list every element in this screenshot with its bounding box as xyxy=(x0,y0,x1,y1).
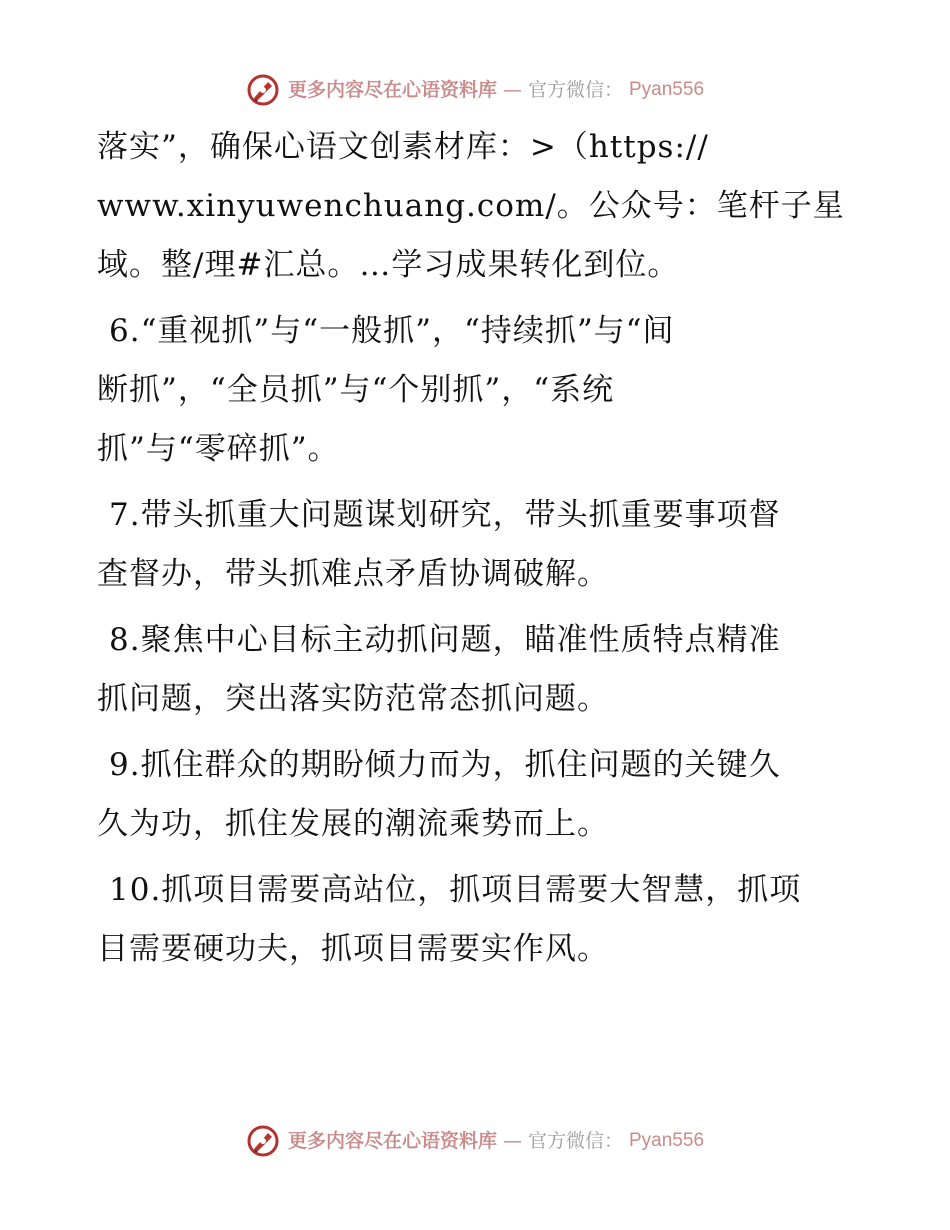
banner-main-text: 更多内容尽在心语资料库 xyxy=(287,79,497,101)
paragraph-item-10 xyxy=(97,861,857,979)
footer-banner xyxy=(0,1124,950,1158)
text-line: 7.带头抓重大问题谋划研究，带头抓重要事项督 xyxy=(109,497,781,533)
banner-wechat-handle: Pyan556 xyxy=(629,79,705,100)
banner-dash: — xyxy=(502,79,522,101)
paragraph-intro xyxy=(97,118,857,295)
header-banner xyxy=(0,73,950,107)
banner-wechat-handle: Pyan556 xyxy=(629,1130,705,1151)
text-line: 8.聚焦中心目标主动抓问题，瞄准性质特点精准 xyxy=(109,622,781,658)
text-line: 久为功，抓住发展的潮流乘势而上。 xyxy=(97,806,609,842)
text-line: 域。整/理#汇总。…学习成果转化到位。 xyxy=(97,247,680,283)
text-line: 查督办，带头抓难点矛盾协调破解。 xyxy=(97,556,609,592)
paragraph-item-6 xyxy=(97,302,857,479)
banner-wechat-label: 官方微信： xyxy=(527,1130,623,1152)
banner-wechat-label: 官方微信： xyxy=(527,79,623,101)
document-body xyxy=(97,118,857,986)
paragraph-item-9 xyxy=(97,736,857,854)
text-line: 目需要硬功夫，抓项目需要实作风。 xyxy=(97,931,609,967)
text-line: 落实”，确保心语文创素材库：>（https:// xyxy=(97,129,709,165)
banner-dash: — xyxy=(502,1130,522,1152)
text-line: 断抓”，“全员抓”与“个别抓”，“系统 xyxy=(97,372,615,408)
paragraph-item-8 xyxy=(97,611,857,729)
paragraph-item-7 xyxy=(97,486,857,604)
pen-logo-icon xyxy=(246,73,280,107)
text-line: 10.抓项目需要高站位，抓项目需要大智慧，抓项 xyxy=(109,872,802,908)
text-line: www.xinyuwenchuang.com/。公众号：笔杆子星 xyxy=(97,188,845,224)
text-line: 抓”与“零碎抓”。 xyxy=(97,431,340,467)
text-line: 抓问题，突出落实防范常态抓问题。 xyxy=(97,681,609,717)
text-line: 9.抓住群众的期盼倾力而为，抓住问题的关键久 xyxy=(109,747,781,783)
banner-main-text: 更多内容尽在心语资料库 xyxy=(287,1130,497,1152)
pen-logo-icon xyxy=(246,1124,280,1158)
text-line: 6.“重视抓”与“一般抓”，“持续抓”与“间 xyxy=(109,313,675,349)
